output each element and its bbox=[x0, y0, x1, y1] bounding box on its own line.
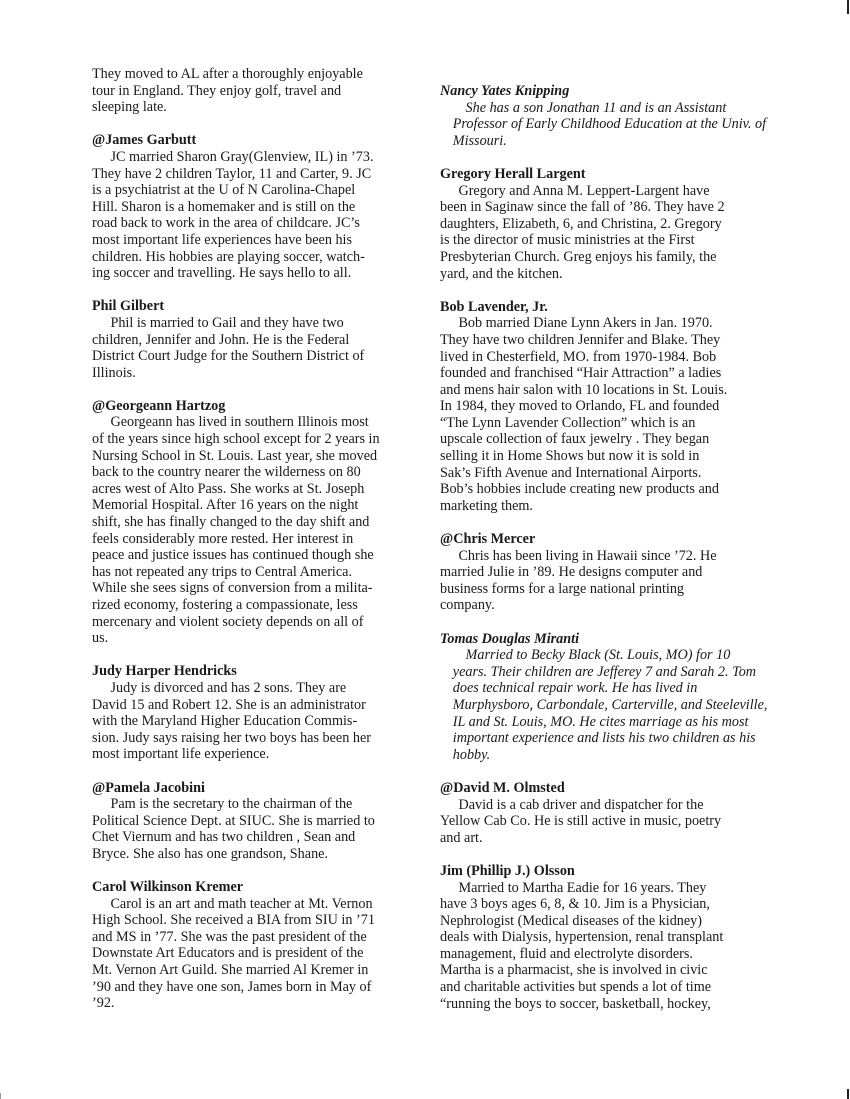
entry-body bbox=[92, 796, 414, 862]
text-line: David is a cab driver and dispatcher for the bbox=[458, 796, 704, 813]
continuation-text bbox=[92, 66, 414, 116]
text-line: acres west of Alto Pass. She works at St. Joseph bbox=[92, 480, 365, 497]
text-line: Missouri. bbox=[452, 132, 507, 149]
text-line: Phil is married to Gail and they have two bbox=[110, 314, 344, 331]
alumni-entry bbox=[92, 663, 414, 763]
scan-edge-mark bbox=[847, 1089, 849, 1099]
text-line: peace and justice issues has continued though she bbox=[92, 547, 374, 564]
text-line: They have 2 children Taylor, 11 and Carter, 9. JC bbox=[92, 165, 372, 182]
entry-body bbox=[92, 896, 414, 1012]
text-line: Presbyterian Church. Greg enjoys his family, the bbox=[440, 248, 717, 265]
right-column bbox=[440, 83, 768, 1029]
text-line: rized economy, fostering a compassionate, less bbox=[92, 597, 358, 613]
entry-name: @Pamela Jacobini bbox=[92, 779, 205, 796]
entry-body bbox=[92, 149, 414, 282]
entry-name: @James Garbutt bbox=[92, 132, 197, 149]
text-line: selling it in Home Shows but now it is sold in bbox=[440, 448, 700, 465]
text-line: yard, and the kitchen. bbox=[440, 265, 563, 282]
text-line: Chet Viernum and has two children , Sean and bbox=[92, 829, 356, 846]
text-line: Chris has been living in Hawaii since ’72. He bbox=[458, 547, 717, 564]
scan-edge-mark bbox=[847, 0, 849, 14]
text-line: Murphysboro, Carbondale, Carterville, and Steeleville, bbox=[452, 696, 768, 713]
text-line: Bob married Diane Lynn Akers in Jan. 1970. bbox=[458, 315, 713, 332]
text-line: most important life experience. bbox=[92, 746, 270, 763]
text-line: shift, she has finally changed to the day shift and bbox=[92, 514, 370, 531]
alumni-entry bbox=[92, 780, 414, 863]
entry-name: Carol Wilkinson Kremer bbox=[92, 879, 244, 896]
entry-body bbox=[440, 315, 762, 514]
text-line: Martha is a pharmacist, she is involved in civic bbox=[440, 962, 708, 979]
entry-name: Jim (Phillip J.) Olsson bbox=[440, 862, 575, 879]
text-line: management, fluid and electrolyte disorders. bbox=[440, 945, 693, 962]
text-line: Nephrologist (Medical diseases of the kidney) bbox=[440, 912, 703, 929]
text-line: children, Jennifer and John. He is the Federal bbox=[92, 331, 350, 348]
text-line: Carol is an art and math teacher at Mt. Vernon bbox=[110, 895, 373, 912]
alumni-entry bbox=[440, 780, 762, 846]
alumni-entry bbox=[92, 298, 414, 381]
text-line: Memorial Hospital. After 16 years on the night bbox=[92, 497, 359, 514]
text-line: founded and franchised “Hair Attraction” a ladies bbox=[440, 365, 722, 382]
text-line: Bryce. She also has one grandson, Shane. bbox=[92, 845, 329, 862]
text-line: of the years since high school except for 2 years in bbox=[92, 431, 380, 448]
text-line: Judy is divorced and has 2 sons. They are bbox=[110, 679, 347, 696]
text-line: feels considerably more rested. Her interest in bbox=[92, 530, 354, 547]
entry-name: Judy Harper Hendricks bbox=[92, 663, 237, 680]
text-line: deals with Dialysis, hypertension, renal transplant bbox=[440, 929, 724, 946]
text-line: Nursing School in St. Louis. Last year, she moved bbox=[92, 447, 378, 464]
text-line: marketing them. bbox=[440, 497, 533, 514]
alumni-entry bbox=[440, 863, 762, 1012]
entry-name: @Georgeann Hartzog bbox=[92, 397, 226, 414]
text-line: road back to work in the area of childcare. JC’s bbox=[92, 215, 360, 232]
text-line: Bob’s hobbies include creating new products and bbox=[440, 481, 719, 498]
entry-name: Nancy Yates Knipping bbox=[440, 83, 570, 99]
entry-name: @Chris Mercer bbox=[440, 531, 536, 548]
text-line: JC married Sharon Gray(Glenview, IL) in ’73. bbox=[110, 148, 374, 165]
text-line: Gregory and Anna M. Leppert-Largent have bbox=[458, 182, 710, 199]
right-entries bbox=[440, 83, 768, 1012]
text-line: business forms for a large national printing bbox=[440, 580, 685, 597]
text-line: ’92. bbox=[92, 995, 115, 1012]
text-line: hobby. bbox=[452, 746, 491, 763]
text-line: most important life experiences have been his bbox=[92, 231, 353, 248]
text-line: IL and St. Louis, MO. He cites marriage as his most bbox=[452, 713, 749, 730]
entry-body bbox=[440, 548, 762, 614]
text-line: and mens hair salon with 10 locations in St. Louis. bbox=[440, 381, 728, 398]
text-line: They moved to AL after a thoroughly enjoyable bbox=[92, 66, 363, 82]
text-line: children. His hobbies are playing soccer, watch- bbox=[92, 248, 365, 265]
entry-body bbox=[440, 880, 762, 1013]
entry-body bbox=[92, 315, 414, 381]
text-line: She has a son Jonathan 11 and is an Assistant bbox=[465, 99, 727, 116]
alumni-entry bbox=[440, 166, 762, 282]
text-line: Yellow Cab Co. He is still active in music, poetry bbox=[440, 813, 722, 830]
text-line: is a psychiatrist at the U of N Carolina-Chapel bbox=[92, 182, 356, 199]
alumni-entry bbox=[92, 132, 414, 281]
text-line: Political Science Dept. at SIUC. She is married to bbox=[92, 812, 375, 829]
text-line: back to the country nearer the wilderness on 80 bbox=[92, 464, 361, 481]
text-line: lived in Chesterfield, MO. from 1970-1984. Bob bbox=[440, 348, 717, 365]
text-line: Georgeann has lived in southern Illinois most bbox=[110, 414, 369, 431]
entry-body bbox=[440, 183, 762, 283]
entry-name: Tomas Douglas Miranti bbox=[440, 630, 580, 647]
text-line: mercenary and violent society depends on all of bbox=[92, 613, 364, 630]
text-line: and art. bbox=[440, 829, 483, 846]
alumni-entry bbox=[92, 398, 414, 647]
left-column bbox=[92, 66, 414, 1028]
text-line: does technical repair work. He has lived in bbox=[452, 680, 698, 697]
entry-name: @David M. Olmsted bbox=[440, 779, 565, 796]
text-line: Professor of Early Childhood Education at the Univ. of bbox=[452, 116, 767, 133]
entry-body bbox=[92, 414, 414, 646]
text-line: is the director of music ministries at the First bbox=[440, 232, 695, 249]
entry-body bbox=[92, 680, 414, 763]
text-line: ing soccer and travelling. He says hello to all. bbox=[92, 265, 352, 282]
text-line: years. Their children are Jefferey 7 and Sarah 2. Tom bbox=[452, 663, 757, 680]
text-line: sleeping late. bbox=[92, 99, 167, 116]
text-line: sion. Judy says raising her two boys has been her bbox=[92, 729, 371, 746]
text-line: Sak’s Fifth Avenue and International Airports. bbox=[440, 464, 702, 481]
text-line: While she sees signs of conversion from a milita- bbox=[92, 580, 373, 597]
text-line: Mt. Vernon Art Guild. She married Al Kremer in bbox=[92, 962, 369, 979]
text-line: They have two children Jennifer and Blake. They bbox=[440, 331, 721, 348]
alumni-entry bbox=[440, 299, 762, 515]
continuation-paragraph bbox=[92, 66, 414, 116]
text-line: tour in England. They enjoy golf, travel and bbox=[92, 82, 342, 99]
text-line: upscale collection of faux jewelry . They began bbox=[440, 431, 710, 448]
alumni-entry bbox=[440, 531, 762, 614]
text-line: High School. She received a BIA from SIU in ’71 bbox=[92, 912, 375, 929]
text-line: “running the boys to soccer, basketball, hockey, bbox=[440, 995, 711, 1012]
text-line: company. bbox=[440, 597, 495, 614]
text-line: with the Maryland Higher Education Commis- bbox=[92, 713, 358, 730]
alumni-entry bbox=[92, 879, 414, 1012]
text-line: been in Saginaw since the fall of ’86. They have 2 bbox=[440, 199, 725, 216]
text-line: daughters, Elizabeth, 6, and Christina, 2. Gregory bbox=[440, 215, 722, 232]
entry-body bbox=[440, 99, 767, 150]
alumni-entry bbox=[440, 83, 767, 149]
entry-body bbox=[440, 647, 768, 763]
text-line: us. bbox=[92, 630, 109, 647]
text-line: “The Lynn Lavender Collection” which is an bbox=[440, 414, 696, 431]
text-line: and MS in ’77. She was the past president of the bbox=[92, 928, 367, 945]
text-line: has not repeated any trips to Central America. bbox=[92, 563, 353, 580]
scan-edge-mark bbox=[0, 1093, 1, 1099]
text-line: Illinois. bbox=[92, 364, 136, 381]
alumni-entry bbox=[440, 630, 768, 764]
entry-name: Bob Lavender, Jr. bbox=[440, 298, 548, 315]
text-line: David 15 and Robert 12. She is an administrator bbox=[92, 696, 366, 713]
text-line: Hill. Sharon is a homemaker and is still on the bbox=[92, 198, 356, 215]
text-line: Married to Becky Black (St. Louis, MO) for 10 bbox=[465, 647, 731, 664]
text-line: married Julie in ’89. He designs computer and bbox=[440, 564, 703, 581]
text-line: Pam is the secretary to the chairman of the bbox=[110, 796, 353, 813]
text-line: have 3 boys ages 6, 8, & 10. Jim is a Physician, bbox=[440, 896, 710, 913]
entry-name: Gregory Herall Largent bbox=[440, 165, 586, 182]
text-line: important experience and lists his two children as his bbox=[452, 730, 756, 747]
entry-name: Phil Gilbert bbox=[92, 298, 165, 315]
text-line: In 1984, they moved to Orlando, FL and founded bbox=[440, 398, 720, 415]
text-line: Married to Martha Eadie for 16 years. They bbox=[458, 879, 707, 896]
text-line: ’90 and they have one son, James born in May of bbox=[92, 978, 372, 995]
left-entries bbox=[92, 132, 414, 1011]
text-line: District Court Judge for the Southern District of bbox=[92, 348, 365, 365]
text-line: and charitable activities but spends a lot of time bbox=[440, 979, 712, 996]
entry-body bbox=[440, 797, 762, 847]
text-line: Downstate Art Educators and is president of the bbox=[92, 945, 364, 962]
